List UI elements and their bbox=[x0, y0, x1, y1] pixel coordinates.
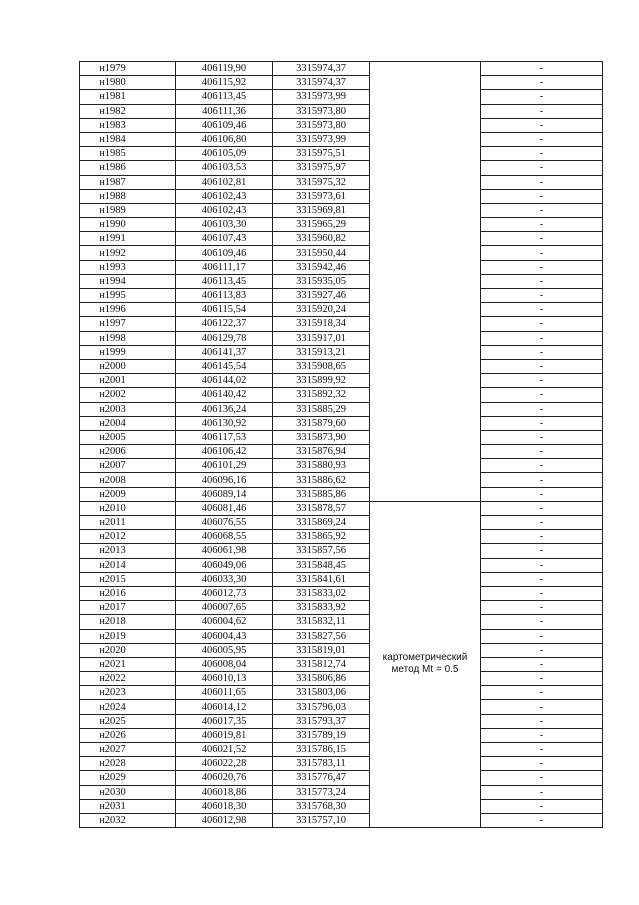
point-id-cell: н2008 bbox=[80, 473, 176, 487]
x-coordinate-cell: 406102,81 bbox=[176, 175, 273, 189]
table-row bbox=[80, 572, 603, 586]
table-row bbox=[80, 459, 603, 473]
accuracy-cell: - bbox=[481, 388, 603, 402]
x-coordinate-cell: 406106,42 bbox=[176, 445, 273, 459]
accuracy-cell: - bbox=[481, 118, 603, 132]
x-coordinate-cell: 406061,98 bbox=[176, 544, 273, 558]
y-coordinate-cell: 3315975,32 bbox=[273, 175, 370, 189]
y-coordinate-cell: 3315973,61 bbox=[273, 189, 370, 203]
x-coordinate-cell: 406089,14 bbox=[176, 487, 273, 501]
point-id-cell: н2020 bbox=[80, 643, 176, 657]
y-coordinate-cell: 3315879,60 bbox=[273, 416, 370, 430]
accuracy-cell: - bbox=[481, 757, 603, 771]
accuracy-cell: - bbox=[481, 530, 603, 544]
x-coordinate-cell: 406103,53 bbox=[176, 161, 273, 175]
table-row bbox=[80, 175, 603, 189]
accuracy-cell: - bbox=[481, 62, 603, 76]
table-row bbox=[80, 161, 603, 175]
point-id-cell: н2019 bbox=[80, 629, 176, 643]
x-coordinate-cell: 406068,55 bbox=[176, 530, 273, 544]
y-coordinate-cell: 3315841,61 bbox=[273, 572, 370, 586]
table-row bbox=[80, 473, 603, 487]
table-row bbox=[80, 445, 603, 459]
accuracy-cell: - bbox=[481, 771, 603, 785]
table-row bbox=[80, 189, 603, 203]
x-coordinate-cell: 406115,54 bbox=[176, 303, 273, 317]
x-coordinate-cell: 406109,46 bbox=[176, 118, 273, 132]
x-coordinate-cell: 406140,42 bbox=[176, 388, 273, 402]
x-coordinate-cell: 406007,65 bbox=[176, 601, 273, 615]
point-id-cell: н2004 bbox=[80, 416, 176, 430]
y-coordinate-cell: 3315876,94 bbox=[273, 445, 370, 459]
y-coordinate-cell: 3315865,92 bbox=[273, 530, 370, 544]
x-coordinate-cell: 406144,02 bbox=[176, 374, 273, 388]
table-row bbox=[80, 530, 603, 544]
point-id-cell: н2029 bbox=[80, 771, 176, 785]
accuracy-cell: - bbox=[481, 785, 603, 799]
accuracy-cell: - bbox=[481, 601, 603, 615]
point-id-cell: н2027 bbox=[80, 743, 176, 757]
y-coordinate-cell: 3315833,02 bbox=[273, 586, 370, 600]
x-coordinate-cell: 406019,81 bbox=[176, 728, 273, 742]
y-coordinate-cell: 3315965,29 bbox=[273, 218, 370, 232]
accuracy-cell: - bbox=[481, 90, 603, 104]
table-row bbox=[80, 672, 603, 686]
y-coordinate-cell: 3315973,99 bbox=[273, 132, 370, 146]
x-coordinate-cell: 406008,04 bbox=[176, 657, 273, 671]
accuracy-cell: - bbox=[481, 799, 603, 813]
table-row bbox=[80, 90, 603, 104]
table-row bbox=[80, 430, 603, 444]
x-coordinate-cell: 406105,09 bbox=[176, 147, 273, 161]
y-coordinate-cell: 3315873,90 bbox=[273, 430, 370, 444]
table-row bbox=[80, 657, 603, 671]
accuracy-cell: - bbox=[481, 629, 603, 643]
table-row bbox=[80, 558, 603, 572]
accuracy-cell: - bbox=[481, 558, 603, 572]
y-coordinate-cell: 3315793,37 bbox=[273, 714, 370, 728]
y-coordinate-cell: 3315832,11 bbox=[273, 615, 370, 629]
x-coordinate-cell: 406020,76 bbox=[176, 771, 273, 785]
x-coordinate-cell: 406081,46 bbox=[176, 501, 273, 515]
point-id-cell: н2014 bbox=[80, 558, 176, 572]
accuracy-cell: - bbox=[481, 189, 603, 203]
accuracy-cell: - bbox=[481, 246, 603, 260]
point-id-cell: н2031 bbox=[80, 799, 176, 813]
y-coordinate-cell: 3315920,24 bbox=[273, 303, 370, 317]
y-coordinate-cell: 3315848,45 bbox=[273, 558, 370, 572]
accuracy-cell: - bbox=[481, 203, 603, 217]
table-row bbox=[80, 132, 603, 146]
accuracy-cell: - bbox=[481, 359, 603, 373]
y-coordinate-cell: 3315833,92 bbox=[273, 601, 370, 615]
y-coordinate-cell: 3315974,37 bbox=[273, 76, 370, 90]
x-coordinate-cell: 406117,53 bbox=[176, 430, 273, 444]
table-row bbox=[80, 104, 603, 118]
accuracy-cell: - bbox=[481, 686, 603, 700]
table-row bbox=[80, 615, 603, 629]
y-coordinate-cell: 3315918,34 bbox=[273, 317, 370, 331]
point-id-cell: н2002 bbox=[80, 388, 176, 402]
x-coordinate-cell: 406141,37 bbox=[176, 345, 273, 359]
x-coordinate-cell: 406101,29 bbox=[176, 459, 273, 473]
point-id-cell: н1995 bbox=[80, 289, 176, 303]
point-id-cell: н1980 bbox=[80, 76, 176, 90]
point-id-cell: н1984 bbox=[80, 132, 176, 146]
y-coordinate-cell: 3315886,62 bbox=[273, 473, 370, 487]
table-row bbox=[80, 686, 603, 700]
accuracy-cell: - bbox=[481, 402, 603, 416]
y-coordinate-cell: 3315773,24 bbox=[273, 785, 370, 799]
point-id-cell: н2025 bbox=[80, 714, 176, 728]
y-coordinate-cell: 3315812,74 bbox=[273, 657, 370, 671]
x-coordinate-cell: 406145,54 bbox=[176, 359, 273, 373]
accuracy-cell: - bbox=[481, 416, 603, 430]
accuracy-cell: - bbox=[481, 459, 603, 473]
point-id-cell: н1993 bbox=[80, 260, 176, 274]
accuracy-cell: - bbox=[481, 615, 603, 629]
point-id-cell: н1985 bbox=[80, 147, 176, 161]
table-row bbox=[80, 388, 603, 402]
point-id-cell: н1982 bbox=[80, 104, 176, 118]
point-id-cell: н2006 bbox=[80, 445, 176, 459]
point-id-cell: н1992 bbox=[80, 246, 176, 260]
y-coordinate-cell: 3315927,46 bbox=[273, 289, 370, 303]
point-id-cell: н1988 bbox=[80, 189, 176, 203]
point-id-cell: н2013 bbox=[80, 544, 176, 558]
x-coordinate-cell: 406130,92 bbox=[176, 416, 273, 430]
y-coordinate-cell: 3315960,82 bbox=[273, 232, 370, 246]
x-coordinate-cell: 406022,28 bbox=[176, 757, 273, 771]
x-coordinate-cell: 406010,13 bbox=[176, 672, 273, 686]
accuracy-cell: - bbox=[481, 743, 603, 757]
x-coordinate-cell: 406115,92 bbox=[176, 76, 273, 90]
accuracy-cell: - bbox=[481, 657, 603, 671]
x-coordinate-cell: 406102,43 bbox=[176, 189, 273, 203]
x-coordinate-cell: 406049,06 bbox=[176, 558, 273, 572]
y-coordinate-cell: 3315783,11 bbox=[273, 757, 370, 771]
point-id-cell: н2012 bbox=[80, 530, 176, 544]
point-id-cell: н1997 bbox=[80, 317, 176, 331]
table-row bbox=[80, 487, 603, 501]
x-coordinate-cell: 406076,55 bbox=[176, 516, 273, 530]
y-coordinate-cell: 3315892,32 bbox=[273, 388, 370, 402]
table-row bbox=[80, 317, 603, 331]
point-id-cell: н1994 bbox=[80, 274, 176, 288]
table-row bbox=[80, 402, 603, 416]
table-row bbox=[80, 629, 603, 643]
table-row bbox=[80, 374, 603, 388]
point-id-cell: н1986 bbox=[80, 161, 176, 175]
table-row bbox=[80, 501, 603, 515]
y-coordinate-cell: 3315819,01 bbox=[273, 643, 370, 657]
table-row bbox=[80, 785, 603, 799]
accuracy-cell: - bbox=[481, 572, 603, 586]
point-id-cell: н1998 bbox=[80, 331, 176, 345]
x-coordinate-cell: 406017,35 bbox=[176, 714, 273, 728]
table-row bbox=[80, 303, 603, 317]
point-id-cell: н2028 bbox=[80, 757, 176, 771]
accuracy-cell: - bbox=[481, 260, 603, 274]
y-coordinate-cell: 3315973,99 bbox=[273, 90, 370, 104]
x-coordinate-cell: 406018,86 bbox=[176, 785, 273, 799]
accuracy-cell: - bbox=[481, 76, 603, 90]
y-coordinate-cell: 3315913,21 bbox=[273, 345, 370, 359]
table-row bbox=[80, 274, 603, 288]
point-id-cell: н2005 bbox=[80, 430, 176, 444]
point-id-cell: н2009 bbox=[80, 487, 176, 501]
x-coordinate-cell: 406109,46 bbox=[176, 246, 273, 260]
accuracy-cell: - bbox=[481, 147, 603, 161]
table-row bbox=[80, 714, 603, 728]
x-coordinate-cell: 406113,45 bbox=[176, 90, 273, 104]
x-coordinate-cell: 406136,24 bbox=[176, 402, 273, 416]
accuracy-cell: - bbox=[481, 445, 603, 459]
point-id-cell: н2010 bbox=[80, 501, 176, 515]
table-row bbox=[80, 345, 603, 359]
method-cell-lower bbox=[370, 501, 481, 827]
x-coordinate-cell: 406012,98 bbox=[176, 813, 273, 827]
x-coordinate-cell: 406033,30 bbox=[176, 572, 273, 586]
accuracy-cell: - bbox=[481, 218, 603, 232]
table-row bbox=[80, 62, 603, 76]
table-row bbox=[80, 118, 603, 132]
x-coordinate-cell: 406111,36 bbox=[176, 104, 273, 118]
point-id-cell: н1979 bbox=[80, 62, 176, 76]
accuracy-cell: - bbox=[481, 501, 603, 515]
accuracy-cell: - bbox=[481, 487, 603, 501]
x-coordinate-cell: 406005,95 bbox=[176, 643, 273, 657]
y-coordinate-cell: 3315878,57 bbox=[273, 501, 370, 515]
table-row bbox=[80, 586, 603, 600]
point-id-cell: н1990 bbox=[80, 218, 176, 232]
x-coordinate-cell: 406011,65 bbox=[176, 686, 273, 700]
accuracy-cell: - bbox=[481, 104, 603, 118]
point-id-cell: н2000 bbox=[80, 359, 176, 373]
x-coordinate-cell: 406106,80 bbox=[176, 132, 273, 146]
accuracy-cell: - bbox=[481, 672, 603, 686]
accuracy-cell: - bbox=[481, 161, 603, 175]
point-id-cell: н2011 bbox=[80, 516, 176, 530]
table-row bbox=[80, 601, 603, 615]
point-id-cell: н2030 bbox=[80, 785, 176, 799]
y-coordinate-cell: 3315908,65 bbox=[273, 359, 370, 373]
y-coordinate-cell: 3315803,06 bbox=[273, 686, 370, 700]
y-coordinate-cell: 3315950,44 bbox=[273, 246, 370, 260]
x-coordinate-cell: 406096,16 bbox=[176, 473, 273, 487]
point-id-cell: н2007 bbox=[80, 459, 176, 473]
point-id-cell: н2021 bbox=[80, 657, 176, 671]
point-id-cell: н2001 bbox=[80, 374, 176, 388]
point-id-cell: н2015 bbox=[80, 572, 176, 586]
table-row bbox=[80, 771, 603, 785]
point-id-cell: н2016 bbox=[80, 586, 176, 600]
accuracy-cell: - bbox=[481, 274, 603, 288]
table-row bbox=[80, 516, 603, 530]
x-coordinate-cell: 406004,62 bbox=[176, 615, 273, 629]
table-row bbox=[80, 359, 603, 373]
table-row bbox=[80, 260, 603, 274]
table-row bbox=[80, 728, 603, 742]
accuracy-cell: - bbox=[481, 813, 603, 827]
point-id-cell: н2024 bbox=[80, 700, 176, 714]
point-id-cell: н2023 bbox=[80, 686, 176, 700]
y-coordinate-cell: 3315796,03 bbox=[273, 700, 370, 714]
table-row bbox=[80, 76, 603, 90]
table-row bbox=[80, 147, 603, 161]
method-cell-upper bbox=[370, 62, 481, 502]
accuracy-cell: - bbox=[481, 586, 603, 600]
y-coordinate-cell: 3315899,92 bbox=[273, 374, 370, 388]
table-row bbox=[80, 289, 603, 303]
point-id-cell: н2032 bbox=[80, 813, 176, 827]
y-coordinate-cell: 3315975,97 bbox=[273, 161, 370, 175]
accuracy-cell: - bbox=[481, 331, 603, 345]
x-coordinate-cell: 406111,17 bbox=[176, 260, 273, 274]
table-row bbox=[80, 232, 603, 246]
y-coordinate-cell: 3315786,15 bbox=[273, 743, 370, 757]
accuracy-cell: - bbox=[481, 175, 603, 189]
accuracy-cell: - bbox=[481, 516, 603, 530]
accuracy-cell: - bbox=[481, 303, 603, 317]
accuracy-cell: - bbox=[481, 714, 603, 728]
y-coordinate-cell: 3315942,46 bbox=[273, 260, 370, 274]
y-coordinate-cell: 3315757,10 bbox=[273, 813, 370, 827]
point-id-cell: н1991 bbox=[80, 232, 176, 246]
coordinates-table bbox=[79, 61, 603, 828]
accuracy-cell: - bbox=[481, 643, 603, 657]
y-coordinate-cell: 3315969,81 bbox=[273, 203, 370, 217]
x-coordinate-cell: 406012,73 bbox=[176, 586, 273, 600]
point-id-cell: н2017 bbox=[80, 601, 176, 615]
accuracy-cell: - bbox=[481, 345, 603, 359]
point-id-cell: н1989 bbox=[80, 203, 176, 217]
x-coordinate-cell: 406018,30 bbox=[176, 799, 273, 813]
y-coordinate-cell: 3315768,30 bbox=[273, 799, 370, 813]
table-row bbox=[80, 246, 603, 260]
accuracy-cell: - bbox=[481, 728, 603, 742]
y-coordinate-cell: 3315974,37 bbox=[273, 62, 370, 76]
y-coordinate-cell: 3315776,47 bbox=[273, 771, 370, 785]
y-coordinate-cell: 3315973,80 bbox=[273, 104, 370, 118]
x-coordinate-cell: 406122,37 bbox=[176, 317, 273, 331]
table-row bbox=[80, 813, 603, 827]
coordinates-table-body bbox=[80, 62, 603, 828]
table-row bbox=[80, 643, 603, 657]
point-id-cell: н1996 bbox=[80, 303, 176, 317]
table-row bbox=[80, 544, 603, 558]
y-coordinate-cell: 3315869,24 bbox=[273, 516, 370, 530]
point-id-cell: н1987 bbox=[80, 175, 176, 189]
x-coordinate-cell: 406014,12 bbox=[176, 700, 273, 714]
point-id-cell: н2003 bbox=[80, 402, 176, 416]
accuracy-cell: - bbox=[481, 374, 603, 388]
point-id-cell: н1981 bbox=[80, 90, 176, 104]
point-id-cell: н2018 bbox=[80, 615, 176, 629]
table-row bbox=[80, 700, 603, 714]
y-coordinate-cell: 3315917,01 bbox=[273, 331, 370, 345]
point-id-cell: н1983 bbox=[80, 118, 176, 132]
table-row bbox=[80, 218, 603, 232]
x-coordinate-cell: 406129,78 bbox=[176, 331, 273, 345]
y-coordinate-cell: 3315827,56 bbox=[273, 629, 370, 643]
table-row bbox=[80, 203, 603, 217]
x-coordinate-cell: 406113,83 bbox=[176, 289, 273, 303]
table-row bbox=[80, 799, 603, 813]
x-coordinate-cell: 406113,45 bbox=[176, 274, 273, 288]
x-coordinate-cell: 406004,43 bbox=[176, 629, 273, 643]
accuracy-cell: - bbox=[481, 317, 603, 331]
y-coordinate-cell: 3315880,93 bbox=[273, 459, 370, 473]
accuracy-cell: - bbox=[481, 289, 603, 303]
point-id-cell: н2026 bbox=[80, 728, 176, 742]
point-id-cell: н2022 bbox=[80, 672, 176, 686]
accuracy-cell: - bbox=[481, 430, 603, 444]
x-coordinate-cell: 406107,43 bbox=[176, 232, 273, 246]
table-row bbox=[80, 331, 603, 345]
y-coordinate-cell: 3315885,29 bbox=[273, 402, 370, 416]
table-row bbox=[80, 743, 603, 757]
accuracy-cell: - bbox=[481, 700, 603, 714]
accuracy-cell: - bbox=[481, 132, 603, 146]
method-text-line: картометрический bbox=[382, 652, 468, 664]
table-row bbox=[80, 757, 603, 771]
x-coordinate-cell: 406102,43 bbox=[176, 203, 273, 217]
accuracy-cell: - bbox=[481, 473, 603, 487]
y-coordinate-cell: 3315806,86 bbox=[273, 672, 370, 686]
accuracy-cell: - bbox=[481, 232, 603, 246]
point-id-cell: н1999 bbox=[80, 345, 176, 359]
method-text-line: метод Mt = 0.5 bbox=[391, 664, 459, 676]
y-coordinate-cell: 3315857,56 bbox=[273, 544, 370, 558]
x-coordinate-cell: 406119,90 bbox=[176, 62, 273, 76]
y-coordinate-cell: 3315789,19 bbox=[273, 728, 370, 742]
x-coordinate-cell: 406021,52 bbox=[176, 743, 273, 757]
table-row bbox=[80, 416, 603, 430]
y-coordinate-cell: 3315975,51 bbox=[273, 147, 370, 161]
x-coordinate-cell: 406103,30 bbox=[176, 218, 273, 232]
y-coordinate-cell: 3315973,80 bbox=[273, 118, 370, 132]
accuracy-cell: - bbox=[481, 544, 603, 558]
y-coordinate-cell: 3315935,05 bbox=[273, 274, 370, 288]
y-coordinate-cell: 3315885,86 bbox=[273, 487, 370, 501]
